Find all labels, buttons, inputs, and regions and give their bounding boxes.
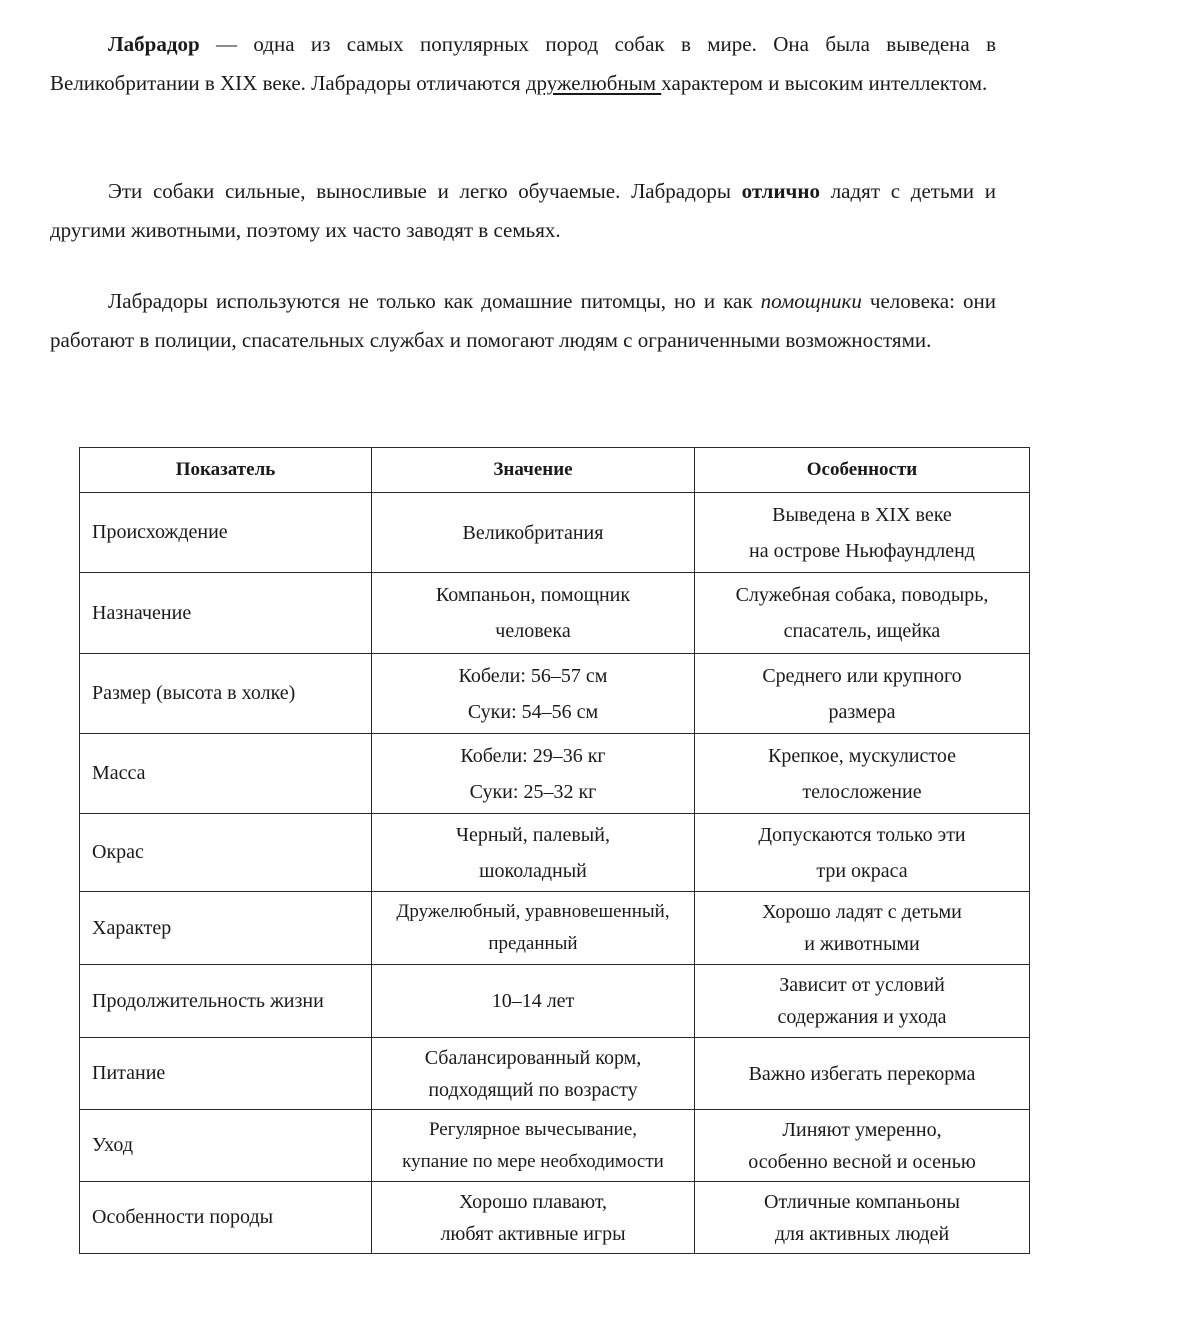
table-row [80,1182,1030,1254]
cell-line: купание по мере необходимости [402,1150,664,1172]
row-value [372,965,695,1038]
table-row [80,573,1030,654]
cell-line: Отличные компаньоны [764,1190,960,1213]
row-value [372,1038,695,1110]
cell-line: Компаньон, помощник [435,584,631,606]
underlined-word: дружелюбным [525,71,662,95]
cell-line: для активных людей [774,1222,950,1245]
row-value [372,892,695,965]
row-value [372,1182,695,1254]
cell-line: любят активные игры [440,1222,626,1245]
cell-line: Важно избегать перекорма [748,1062,976,1085]
row-label: Масса [80,734,372,814]
row-features [695,1182,1030,1254]
row-label: Характер [80,892,372,965]
row-value [372,573,695,654]
table-row [80,814,1030,892]
row-features [695,654,1030,734]
table-row [80,1038,1030,1110]
paragraph-text: человека: они работают в полиции, спасательных службах и помогают людям с ограниченными возможностями. [50,289,996,352]
row-features [695,892,1030,965]
cell-line: Зависит от условий [779,974,945,996]
paragraph-text: ладят с детьми и другими животными, поэтому их часто заводят в семьях. [50,179,996,242]
row-value [372,493,695,573]
paragraph-text: Лабрадоры используются не только как домашние питомцы, но и как [108,289,761,313]
cell-line: особенно весной и осенью [748,1150,976,1173]
table-row [80,965,1030,1038]
row-label: Особенности породы [80,1182,372,1254]
table-header-row [80,448,1030,493]
cell-line: преданный [488,933,578,954]
row-label: Происхождение [80,493,372,573]
cell-line: Линяют умеренно, [782,1118,942,1141]
cell-line: Черный, палевый, [456,823,610,846]
cell-line: Крепкое, мускулистое [768,744,956,767]
header-indicator: Показатель [80,448,372,493]
paragraph-text: — одна из самых популярных пород собак в мире. Она была выведена в Великобритании в XIX веке. Лабрадоры отличаются [50,32,996,95]
cell-line: человека [495,620,571,642]
row-label: Уход [80,1110,372,1182]
row-features [695,965,1030,1038]
cell-line: 10–14 лет [491,990,575,1012]
cell-line: Служебная собака, поводырь, [735,584,989,606]
table-row [80,493,1030,573]
italic-word: помощники [760,289,862,313]
header-value: Значение [372,448,695,493]
cell-line: Регулярное вычесывание, [428,1118,638,1140]
row-label: Продолжительность жизни [80,965,372,1038]
row-value [372,1110,695,1182]
row-features [695,734,1030,814]
table-row [80,734,1030,814]
table-row [80,1110,1030,1182]
row-value [372,654,695,734]
cell-line: подходящий по возрасту [428,1078,638,1101]
cell-line: на острове Ньюфаундленд [749,539,975,562]
paragraph-text: Эти собаки сильные, выносливые и легко обучаемые. Лабрадоры [108,179,742,203]
cell-line: спасатель, ищейка [783,620,941,642]
cell-line: содержания и ухода [777,1006,947,1028]
cell-line: Допускаются только эти [758,823,966,846]
row-value [372,814,695,892]
cell-line: три окраса [816,859,908,882]
cell-line: Кобели: 29–36 кг [460,744,606,767]
row-label: Назначение [80,573,372,654]
cell-line: Хорошо ладят с детьми [762,901,962,923]
row-features [695,493,1030,573]
cell-line: и животными [804,933,920,955]
row-label: Размер (высота в холке) [80,654,372,734]
paragraph-temperament [50,172,996,250]
paragraph-intro [50,25,996,103]
cell-line: шоколадный [479,859,587,882]
row-features [695,814,1030,892]
row-value [372,734,695,814]
row-features [695,1038,1030,1110]
bold-term: Лабрадор [108,32,200,56]
cell-line: Сбалансированный корм, [424,1046,642,1069]
header-features: Особенности [695,448,1030,493]
cell-line: Суки: 25–32 кг [469,780,597,803]
cell-line: Кобели: 56–57 см [458,664,608,687]
bold-word: отлично [741,179,820,203]
breed-table [79,447,1030,1254]
row-label: Питание [80,1038,372,1110]
paragraph-usage [50,282,996,360]
cell-line: Суки: 54–56 см [467,700,599,723]
cell-line: Хорошо плавают, [458,1190,608,1213]
cell-line: Дружелюбный, уравновешенный, [396,901,670,922]
table-row [80,654,1030,734]
table-row [80,892,1030,965]
cell-line: Великобритания [462,521,604,544]
paragraph-text: характером и высоким интеллектом. [661,71,988,95]
cell-line: Среднего или крупного [762,664,962,687]
row-features [695,1110,1030,1182]
cell-line: размера [828,700,896,723]
row-label: Окрас [80,814,372,892]
cell-line: Выведена в XIX веке [772,503,952,526]
row-features [695,573,1030,654]
cell-line: телосложение [802,780,922,803]
